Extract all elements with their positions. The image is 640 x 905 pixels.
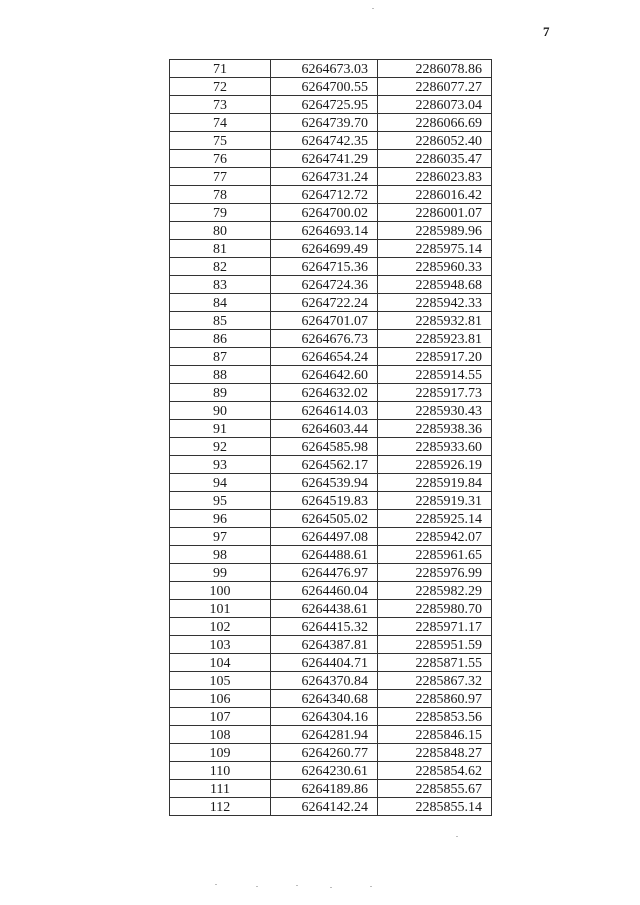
x-coordinate-cell: 6264725.95 <box>271 96 378 114</box>
table-row <box>170 204 492 222</box>
table-row <box>170 672 492 690</box>
point-number-cell: 77 <box>170 168 271 186</box>
y-coordinate-cell: 2285917.73 <box>378 384 492 402</box>
table-row <box>170 240 492 258</box>
table-row <box>170 600 492 618</box>
y-coordinate-cell: 2285871.55 <box>378 654 492 672</box>
table-row <box>170 366 492 384</box>
table-row <box>170 186 492 204</box>
y-coordinate-cell: 2286023.83 <box>378 168 492 186</box>
point-number-cell: 86 <box>170 330 271 348</box>
x-coordinate-cell: 6264673.03 <box>271 60 378 78</box>
table-row <box>170 636 492 654</box>
x-coordinate-cell: 6264370.84 <box>271 672 378 690</box>
table-row <box>170 744 492 762</box>
coordinates-table-body <box>170 60 492 816</box>
point-number-cell: 101 <box>170 600 271 618</box>
x-coordinate-cell: 6264476.97 <box>271 564 378 582</box>
table-row <box>170 510 492 528</box>
y-coordinate-cell: 2286052.40 <box>378 132 492 150</box>
point-number-cell: 97 <box>170 528 271 546</box>
point-number-cell: 85 <box>170 312 271 330</box>
x-coordinate-cell: 6264699.49 <box>271 240 378 258</box>
point-number-cell: 87 <box>170 348 271 366</box>
point-number-cell: 107 <box>170 708 271 726</box>
x-coordinate-cell: 6264603.44 <box>271 420 378 438</box>
scan-speck <box>370 886 372 887</box>
point-number-cell: 91 <box>170 420 271 438</box>
point-number-cell: 73 <box>170 96 271 114</box>
y-coordinate-cell: 2286073.04 <box>378 96 492 114</box>
x-coordinate-cell: 6264142.24 <box>271 798 378 816</box>
point-number-cell: 95 <box>170 492 271 510</box>
table-row <box>170 222 492 240</box>
point-number-cell: 98 <box>170 546 271 564</box>
table-row <box>170 132 492 150</box>
point-number-cell: 105 <box>170 672 271 690</box>
y-coordinate-cell: 2285951.59 <box>378 636 492 654</box>
y-coordinate-cell: 2285855.14 <box>378 798 492 816</box>
x-coordinate-cell: 6264741.29 <box>271 150 378 168</box>
table-row <box>170 384 492 402</box>
point-number-cell: 110 <box>170 762 271 780</box>
x-coordinate-cell: 6264676.73 <box>271 330 378 348</box>
y-coordinate-cell: 2285933.60 <box>378 438 492 456</box>
coordinates-table <box>169 59 492 816</box>
table-row <box>170 528 492 546</box>
scan-speck <box>296 885 298 886</box>
x-coordinate-cell: 6264460.04 <box>271 582 378 600</box>
table-row <box>170 492 492 510</box>
scan-speck <box>372 8 374 9</box>
x-coordinate-cell: 6264654.24 <box>271 348 378 366</box>
y-coordinate-cell: 2285971.17 <box>378 618 492 636</box>
table-row <box>170 456 492 474</box>
x-coordinate-cell: 6264742.35 <box>271 132 378 150</box>
y-coordinate-cell: 2286035.47 <box>378 150 492 168</box>
point-number-cell: 94 <box>170 474 271 492</box>
point-number-cell: 111 <box>170 780 271 798</box>
point-number-cell: 82 <box>170 258 271 276</box>
point-number-cell: 102 <box>170 618 271 636</box>
x-coordinate-cell: 6264700.55 <box>271 78 378 96</box>
x-coordinate-cell: 6264281.94 <box>271 726 378 744</box>
scan-speck <box>330 887 332 888</box>
point-number-cell: 72 <box>170 78 271 96</box>
table-row <box>170 762 492 780</box>
y-coordinate-cell: 2285848.27 <box>378 744 492 762</box>
point-number-cell: 79 <box>170 204 271 222</box>
y-coordinate-cell: 2285938.36 <box>378 420 492 438</box>
y-coordinate-cell: 2285942.07 <box>378 528 492 546</box>
x-coordinate-cell: 6264731.24 <box>271 168 378 186</box>
y-coordinate-cell: 2285961.65 <box>378 546 492 564</box>
scan-speck <box>456 836 458 837</box>
x-coordinate-cell: 6264700.02 <box>271 204 378 222</box>
x-coordinate-cell: 6264387.81 <box>271 636 378 654</box>
y-coordinate-cell: 2285854.62 <box>378 762 492 780</box>
y-coordinate-cell: 2285917.20 <box>378 348 492 366</box>
y-coordinate-cell: 2285923.81 <box>378 330 492 348</box>
x-coordinate-cell: 6264701.07 <box>271 312 378 330</box>
point-number-cell: 84 <box>170 294 271 312</box>
y-coordinate-cell: 2285926.19 <box>378 456 492 474</box>
x-coordinate-cell: 6264415.32 <box>271 618 378 636</box>
x-coordinate-cell: 6264642.60 <box>271 366 378 384</box>
y-coordinate-cell: 2285976.99 <box>378 564 492 582</box>
table-row <box>170 726 492 744</box>
point-number-cell: 89 <box>170 384 271 402</box>
point-number-cell: 90 <box>170 402 271 420</box>
table-row <box>170 564 492 582</box>
table-row <box>170 258 492 276</box>
y-coordinate-cell: 2285846.15 <box>378 726 492 744</box>
y-coordinate-cell: 2285930.43 <box>378 402 492 420</box>
x-coordinate-cell: 6264488.61 <box>271 546 378 564</box>
x-coordinate-cell: 6264562.17 <box>271 456 378 474</box>
table-row <box>170 168 492 186</box>
x-coordinate-cell: 6264189.86 <box>271 780 378 798</box>
y-coordinate-cell: 2285980.70 <box>378 600 492 618</box>
x-coordinate-cell: 6264739.70 <box>271 114 378 132</box>
y-coordinate-cell: 2285989.96 <box>378 222 492 240</box>
point-number-cell: 88 <box>170 366 271 384</box>
table-row <box>170 780 492 798</box>
x-coordinate-cell: 6264632.02 <box>271 384 378 402</box>
y-coordinate-cell: 2285860.97 <box>378 690 492 708</box>
table-row <box>170 474 492 492</box>
y-coordinate-cell: 2285942.33 <box>378 294 492 312</box>
scan-speck <box>256 886 258 887</box>
y-coordinate-cell: 2285960.33 <box>378 258 492 276</box>
point-number-cell: 108 <box>170 726 271 744</box>
point-number-cell: 106 <box>170 690 271 708</box>
page-number: 7 <box>543 24 550 39</box>
y-coordinate-cell: 2285982.29 <box>378 582 492 600</box>
point-number-cell: 80 <box>170 222 271 240</box>
x-coordinate-cell: 6264722.24 <box>271 294 378 312</box>
table-row <box>170 330 492 348</box>
table-row <box>170 150 492 168</box>
table-row <box>170 78 492 96</box>
point-number-cell: 103 <box>170 636 271 654</box>
x-coordinate-cell: 6264614.03 <box>271 402 378 420</box>
table-row <box>170 276 492 294</box>
x-coordinate-cell: 6264230.61 <box>271 762 378 780</box>
point-number-cell: 99 <box>170 564 271 582</box>
y-coordinate-cell: 2285919.84 <box>378 474 492 492</box>
point-number-cell: 104 <box>170 654 271 672</box>
table-row <box>170 618 492 636</box>
y-coordinate-cell: 2285975.14 <box>378 240 492 258</box>
table-row <box>170 654 492 672</box>
point-number-cell: 81 <box>170 240 271 258</box>
table-row <box>170 114 492 132</box>
table-row <box>170 60 492 78</box>
point-number-cell: 109 <box>170 744 271 762</box>
x-coordinate-cell: 6264438.61 <box>271 600 378 618</box>
x-coordinate-cell: 6264724.36 <box>271 276 378 294</box>
y-coordinate-cell: 2286078.86 <box>378 60 492 78</box>
table-row <box>170 582 492 600</box>
x-coordinate-cell: 6264505.02 <box>271 510 378 528</box>
table-row <box>170 420 492 438</box>
table-row <box>170 546 492 564</box>
table-row <box>170 294 492 312</box>
point-number-cell: 100 <box>170 582 271 600</box>
table-row <box>170 438 492 456</box>
table-row <box>170 402 492 420</box>
y-coordinate-cell: 2285932.81 <box>378 312 492 330</box>
y-coordinate-cell: 2286016.42 <box>378 186 492 204</box>
table-row <box>170 798 492 816</box>
y-coordinate-cell: 2285855.67 <box>378 780 492 798</box>
y-coordinate-cell: 2285914.55 <box>378 366 492 384</box>
point-number-cell: 112 <box>170 798 271 816</box>
table-row <box>170 708 492 726</box>
point-number-cell: 76 <box>170 150 271 168</box>
point-number-cell: 78 <box>170 186 271 204</box>
x-coordinate-cell: 6264340.68 <box>271 690 378 708</box>
point-number-cell: 93 <box>170 456 271 474</box>
point-number-cell: 96 <box>170 510 271 528</box>
x-coordinate-cell: 6264693.14 <box>271 222 378 240</box>
scan-speck <box>215 884 217 885</box>
y-coordinate-cell: 2285948.68 <box>378 276 492 294</box>
point-number-cell: 74 <box>170 114 271 132</box>
table-row <box>170 690 492 708</box>
x-coordinate-cell: 6264260.77 <box>271 744 378 762</box>
y-coordinate-cell: 2286077.27 <box>378 78 492 96</box>
y-coordinate-cell: 2285919.31 <box>378 492 492 510</box>
y-coordinate-cell: 2285867.32 <box>378 672 492 690</box>
x-coordinate-cell: 6264497.08 <box>271 528 378 546</box>
x-coordinate-cell: 6264304.16 <box>271 708 378 726</box>
x-coordinate-cell: 6264404.71 <box>271 654 378 672</box>
point-number-cell: 75 <box>170 132 271 150</box>
y-coordinate-cell: 2285925.14 <box>378 510 492 528</box>
point-number-cell: 92 <box>170 438 271 456</box>
x-coordinate-cell: 6264539.94 <box>271 474 378 492</box>
point-number-cell: 71 <box>170 60 271 78</box>
x-coordinate-cell: 6264585.98 <box>271 438 378 456</box>
x-coordinate-cell: 6264519.83 <box>271 492 378 510</box>
y-coordinate-cell: 2285853.56 <box>378 708 492 726</box>
table-row <box>170 348 492 366</box>
point-number-cell: 83 <box>170 276 271 294</box>
x-coordinate-cell: 6264715.36 <box>271 258 378 276</box>
table-row <box>170 96 492 114</box>
x-coordinate-cell: 6264712.72 <box>271 186 378 204</box>
y-coordinate-cell: 2286001.07 <box>378 204 492 222</box>
y-coordinate-cell: 2286066.69 <box>378 114 492 132</box>
table-row <box>170 312 492 330</box>
